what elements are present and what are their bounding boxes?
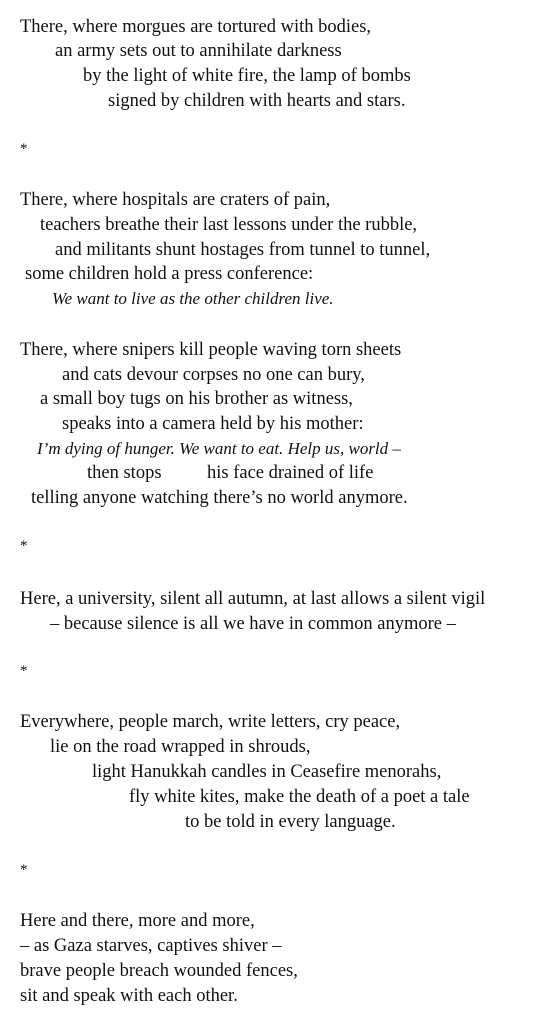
poem-line: his face drained of life: [207, 463, 374, 483]
poem-line: There, where morgues are tortured with bodies,: [20, 17, 372, 37]
stanza-separator: *: [20, 141, 28, 157]
poem-line: There, where hospitals are craters of pain,: [20, 190, 331, 210]
poem-line: then stops: [87, 463, 162, 483]
poem-line: There, where snipers kill people waving torn sheets: [20, 340, 402, 360]
poem-line: sit and speak with each other.: [20, 986, 238, 1006]
poem-line: teachers breathe their last lessons under the rubble,: [40, 215, 418, 235]
stanza-separator: *: [20, 663, 28, 679]
poem-line: – as Gaza starves, captives shiver –: [20, 936, 282, 956]
poem-line-italic: I’m dying of hunger. We want to eat. Help us, world –: [37, 439, 401, 458]
poem-line: light Hanukkah candles in Ceasefire menorahs,: [92, 762, 442, 782]
stanza-separator: *: [20, 538, 28, 554]
poem-line: Everywhere, people march, write letters, cry peace,: [20, 712, 401, 732]
poem-line: Here and there, more and more,: [20, 911, 255, 931]
poem-line: to be told in every language.: [185, 812, 396, 832]
poem-line: and militants shunt hostages from tunnel to tunnel,: [55, 240, 431, 260]
poem-line: lie on the road wrapped in shrouds,: [50, 737, 311, 757]
poem-line: some children hold a press conference:: [25, 264, 314, 284]
stanza-separator: *: [20, 862, 28, 878]
poem-line: by the light of white fire, the lamp of bombs: [83, 66, 411, 86]
poem-line: a small boy tugs on his brother as witness,: [40, 389, 353, 409]
poem-line: Here, a university, silent all autumn, at last allows a silent vigil: [20, 589, 486, 609]
poem-line: and cats devour corpses no one can bury,: [62, 365, 365, 385]
poem-line: brave people breach wounded fences,: [20, 961, 298, 981]
poem-line: telling anyone watching there’s no world anymore.: [31, 488, 408, 508]
poem-line: speaks into a camera held by his mother:: [62, 414, 364, 434]
poem-line: signed by children with hearts and stars.: [108, 91, 406, 111]
poem-line-italic: We want to live as the other children live.: [52, 289, 334, 308]
poem-line: an army sets out to annihilate darkness: [55, 41, 342, 61]
poem-line: fly white kites, make the death of a poet a tale: [129, 787, 470, 807]
poem-line: – because silence is all we have in common anymore –: [50, 614, 456, 634]
